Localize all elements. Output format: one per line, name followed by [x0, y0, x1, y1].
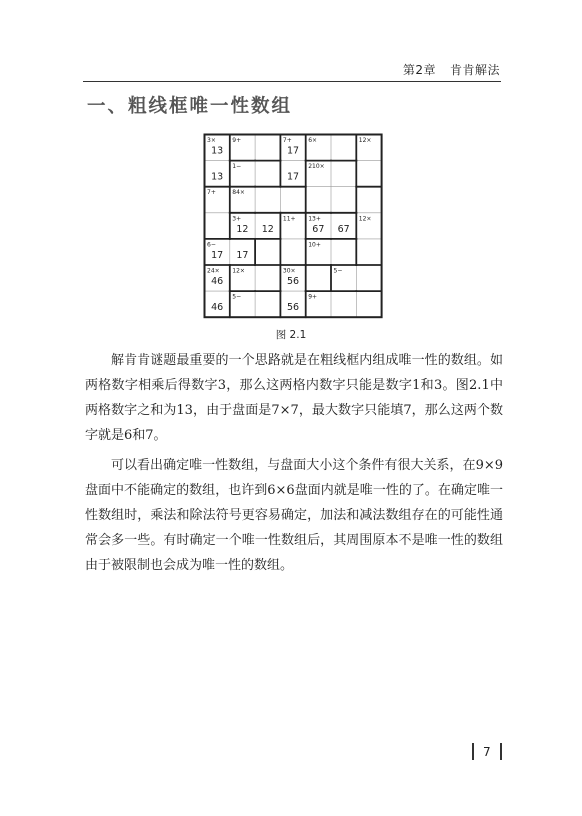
cell-value: 12 [261, 223, 274, 235]
chapter-title: 肯肯解法 [449, 63, 500, 77]
cage-clue: 84× [232, 189, 245, 197]
paragraph-1-text: 解肯肯谜题最重要的一个思路就是在粗线框内组成唯一性的数组。如两格数字相乘后得数字3，那么这两格内数字只能是数字1和3。图2.1中两格数字之和为13，由于盘面是7×7，最大数字只能填7，那么这两个数字就是6和7。 [85, 353, 503, 443]
cell-value: 67 [337, 223, 350, 235]
cell-value: 13 [211, 171, 224, 183]
header-rule [83, 81, 501, 82]
cage-clue: 9+ [232, 137, 242, 144]
cage-clue: 11+ [282, 215, 296, 223]
paragraph-2-text: 可以看出确定唯一性数组，与盘面大小这个条件有很大关系，在9×9盘面中不能确定的数组，也许到6×6盘面内就是唯一性的了。在确定唯一性数组时，乘法和除法符号更容易确定，加法和减法数组存在的可能性通常会多一些。有时确定一个唯一性数组后，其周围原本不是唯一性的数组由于被限制也会成为唯一性的数组。 [85, 458, 503, 573]
cage-clue: 13+ [308, 215, 321, 223]
grid-outer-border [205, 135, 382, 318]
kenken-grid [203, 133, 383, 319]
cage-clue: 210× [308, 163, 325, 171]
cage-clue: 10+ [308, 241, 321, 249]
cage-clue: 6× [308, 137, 318, 144]
paragraph-1 [85, 348, 503, 448]
cage-clue: 1− [232, 163, 242, 171]
cage-clue: 12× [232, 267, 245, 275]
cell-value: 17 [211, 249, 224, 261]
cage-clue: 5− [232, 293, 242, 301]
figure-caption: 图 2.1 [275, 329, 307, 341]
cell-value: 46 [211, 276, 224, 287]
cell-value: 56 [287, 276, 300, 287]
cell-value: 67 [312, 223, 325, 235]
cage-clue: 12× [358, 137, 372, 144]
cage-clue: 7+ [282, 137, 292, 144]
cell-value: 12 [236, 223, 249, 235]
cell-value: 17 [287, 145, 300, 157]
cage-clue: 12× [358, 215, 372, 223]
cage-clue: 5− [333, 267, 343, 275]
paragraph-2 [85, 453, 503, 578]
cage-clue: 30× [282, 267, 296, 275]
cage-clue: 6− [207, 241, 216, 249]
page-number-block [472, 743, 502, 760]
cage-clue: 3+ [232, 215, 242, 223]
kenken-puzzle-figure [203, 133, 383, 323]
cage-clue: 3× [207, 137, 216, 144]
page-header [389, 61, 500, 78]
cell-value: 56 [287, 302, 300, 314]
cage-clue: 24× [207, 267, 220, 275]
cell-value: 13 [211, 145, 224, 157]
section-title: 一、粗线框唯一性数组 [87, 96, 293, 117]
page-number-bar-right [500, 743, 502, 760]
cell-value: 17 [236, 249, 249, 261]
page-number: 7 [483, 744, 491, 759]
chapter-number: 第2章 [402, 63, 436, 77]
cell-value: 17 [287, 171, 300, 183]
cell-value: 46 [211, 302, 224, 314]
cage-clue: 9+ [308, 293, 318, 301]
cage-clue: 7+ [207, 189, 216, 197]
